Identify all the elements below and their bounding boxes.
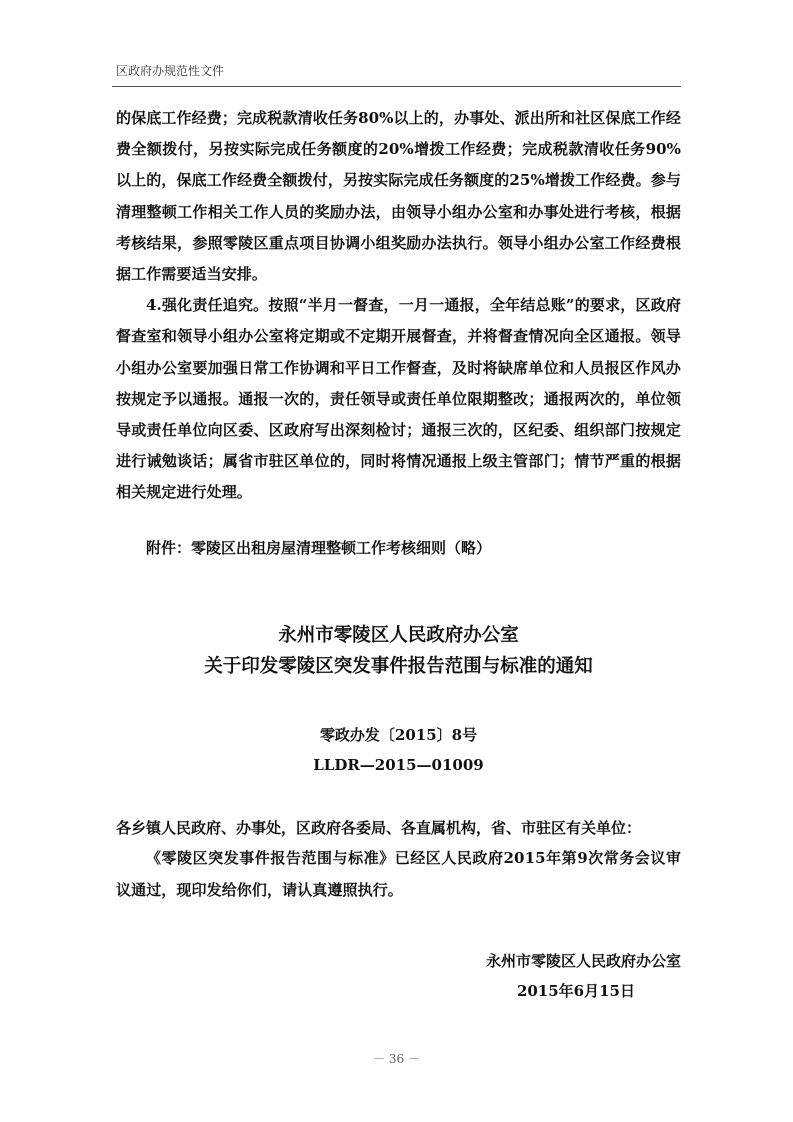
registration-number: LLDR—2015—01009 <box>313 755 484 774</box>
attachment-note: 附件：零陵区出租房屋清理整顿工作考核细则（略） <box>146 538 492 557</box>
notice-body: 《零陵区突发事件报告范围与标准》已经区人民政府2015年第9次常务会议审议通过，现印发给你们，请认真遵照执行。 <box>116 849 681 899</box>
page-number: － 36 － <box>373 1052 420 1066</box>
paragraph-funding: 的保底工作经费；完成税款清收任务80%以上的，办事处、派出所和社区保底工作经费全额拨付，另按实际完成任务额度的20%增拨工作经费；完成税款清收任务90%以上的，保底工作经费全额拨付，另按实际完成任务额度的25%增拨工作经费。参与清理整顿工作相关工作人员的奖励办法，由领导小组办公室和办事处进行考核，根据考核结果，参照零陵区重点项目协调小组奖励办法执行。领导小组办公室工作经费根据工作需要适当安排。 <box>116 109 681 284</box>
document-number: 零政办发〔2015〕8号 <box>319 725 478 744</box>
addressees: 各乡镇人民政府、办事处，区政府各委局、各直属机构，省、市驻区有关单位： <box>116 818 642 837</box>
document-body <box>116 103 681 1006</box>
issuing-office: 永州市零陵区人民政府办公室 <box>485 951 681 970</box>
paragraph-accountability: 4.强化责任追究。按照“半月一督查，一月一通报，全年结总账”的要求，区政府督查室和领导小组办公室将定期或不定期开展督查，并将督查情况向全区通报。领导小组办公室要加强日常工作协调和平日工作督查，及时将缺席单位和人员报区作风办按规定予以通报。通报一次的，责任领导或责任单位限期整改；通报两次的，单位领导或责任单位向区委、区政府写出深刻检讨；通报三次的，区纪委、组织部门按规定进行诫勉谈话；属省市驻区单位的，同时将情况通报上级主管部门；情节严重的根据相关规定进行处理。 <box>116 296 681 502</box>
running-header: 区政府办规范性文件 <box>116 64 225 78</box>
issue-date: 2015年6月15日 <box>516 981 635 1000</box>
header-rule <box>112 86 681 87</box>
notice-title-issuer: 永州市零陵区人民政府办公室 <box>278 624 519 646</box>
notice-title-subject: 关于印发零陵区突发事件报告范围与标准的通知 <box>204 655 593 677</box>
